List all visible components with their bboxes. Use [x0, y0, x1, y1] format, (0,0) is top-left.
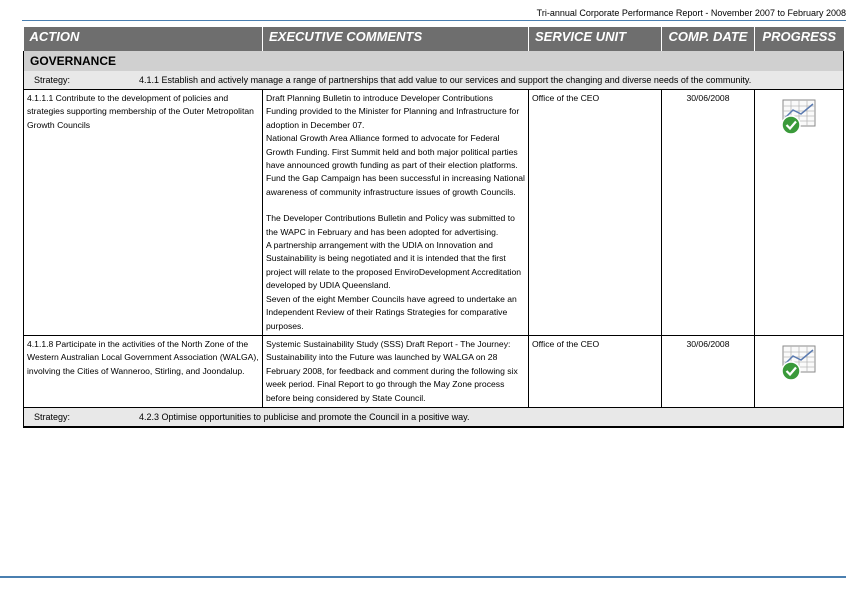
table-header: [24, 27, 844, 51]
service-unit-cell: Office of the CEO: [529, 90, 662, 336]
comp-date-cell: 30/06/2008: [662, 335, 755, 407]
progress-complete-icon: [779, 98, 819, 140]
comments-cell: [263, 90, 529, 336]
comment-paragraph: Systemic Sustainability Study (SSS) Draft Report - The Journey: Sustainability into the Future was launched by WALGA on 28 February 2008, for feedback and comment during the following six week period. Final Report to go through the May Zone process before being considered by State Council.: [266, 338, 518, 403]
progress-cell: [755, 335, 844, 407]
comment-paragraph: Seven of the eight Member Councils have agreed to undertake an Independent Review of their Ratings Strategies for comparative purposes.: [266, 293, 517, 331]
strategy-row: [24, 407, 844, 427]
header-comp-date: COMP. DATE: [662, 27, 755, 51]
strategy-label: Strategy:: [34, 75, 71, 85]
header-progress: PROGRESS: [755, 27, 844, 51]
strategy-text: 4.1.1 Establish and actively manage a range of partnerships that add value to our services and support the changing and diverse needs of the community.: [139, 75, 752, 85]
action-cell: 4.1.1.8 Participate in the activities of the North Zone of the Western Australian Local Government Association (WALGA), involving the Cities of Wanneroo, Stirling, and Joondalup.: [24, 335, 263, 407]
bottom-rule: [0, 576, 846, 578]
header-action: ACTION: [24, 27, 263, 51]
progress-cell: [755, 90, 844, 336]
top-rule: [22, 20, 846, 21]
section-row: [24, 51, 844, 71]
comment-paragraph: A partnership arrangement with the UDIA on Innovation and Sustainability is being negotiated and it is intended that the first project will relate to the proposed EnviroDevelopment Accreditation developed by UDIA Queensland.: [266, 240, 522, 291]
comment-paragraph: Draft Planning Bulletin to introduce Developer Contributions Funding provided to the Minister for Planning and Infrastructure for adoption in December 07.: [266, 93, 520, 130]
strategy-text: 4.2.3 Optimise opportunities to publicise and promote the Council in a positive way.: [139, 411, 470, 422]
strategy-label: Strategy:: [34, 411, 71, 422]
strategy-row: [24, 71, 844, 90]
comment-paragraph: National Growth Area Alliance formed to advocate for Federal Growth Funding. First Summit held and both major political parties have announced growth funding as part of their election platforms. Fund the Gap Campaign has been successful in increasing National awareness of community infrastructure issues of growth Councils.: [266, 133, 525, 197]
action-cell: 4.1.1.1 Contribute to the development of policies and strategies supporting membership of the Outer Metropolitan Growth Councils: [24, 90, 263, 336]
comp-date-cell: 30/06/2008: [662, 90, 755, 336]
table-row: [24, 335, 844, 407]
comments-cell: [263, 335, 529, 407]
service-unit-cell: Office of the CEO: [529, 335, 662, 407]
header-service-unit: SERVICE UNIT: [529, 27, 662, 51]
table-row: [24, 90, 844, 336]
section-title: GOVERNANCE: [24, 51, 844, 71]
performance-table: [23, 27, 844, 428]
header-comments: EXECUTIVE COMMENTS: [263, 27, 529, 51]
progress-complete-icon: [779, 344, 819, 386]
report-title: Tri-annual Corporate Performance Report - November 2007 to February 2008: [536, 8, 846, 18]
comment-paragraph: The Developer Contributions Bulletin and Policy was submitted to the WAPC in February and has been adopted for advertising.: [266, 213, 515, 237]
